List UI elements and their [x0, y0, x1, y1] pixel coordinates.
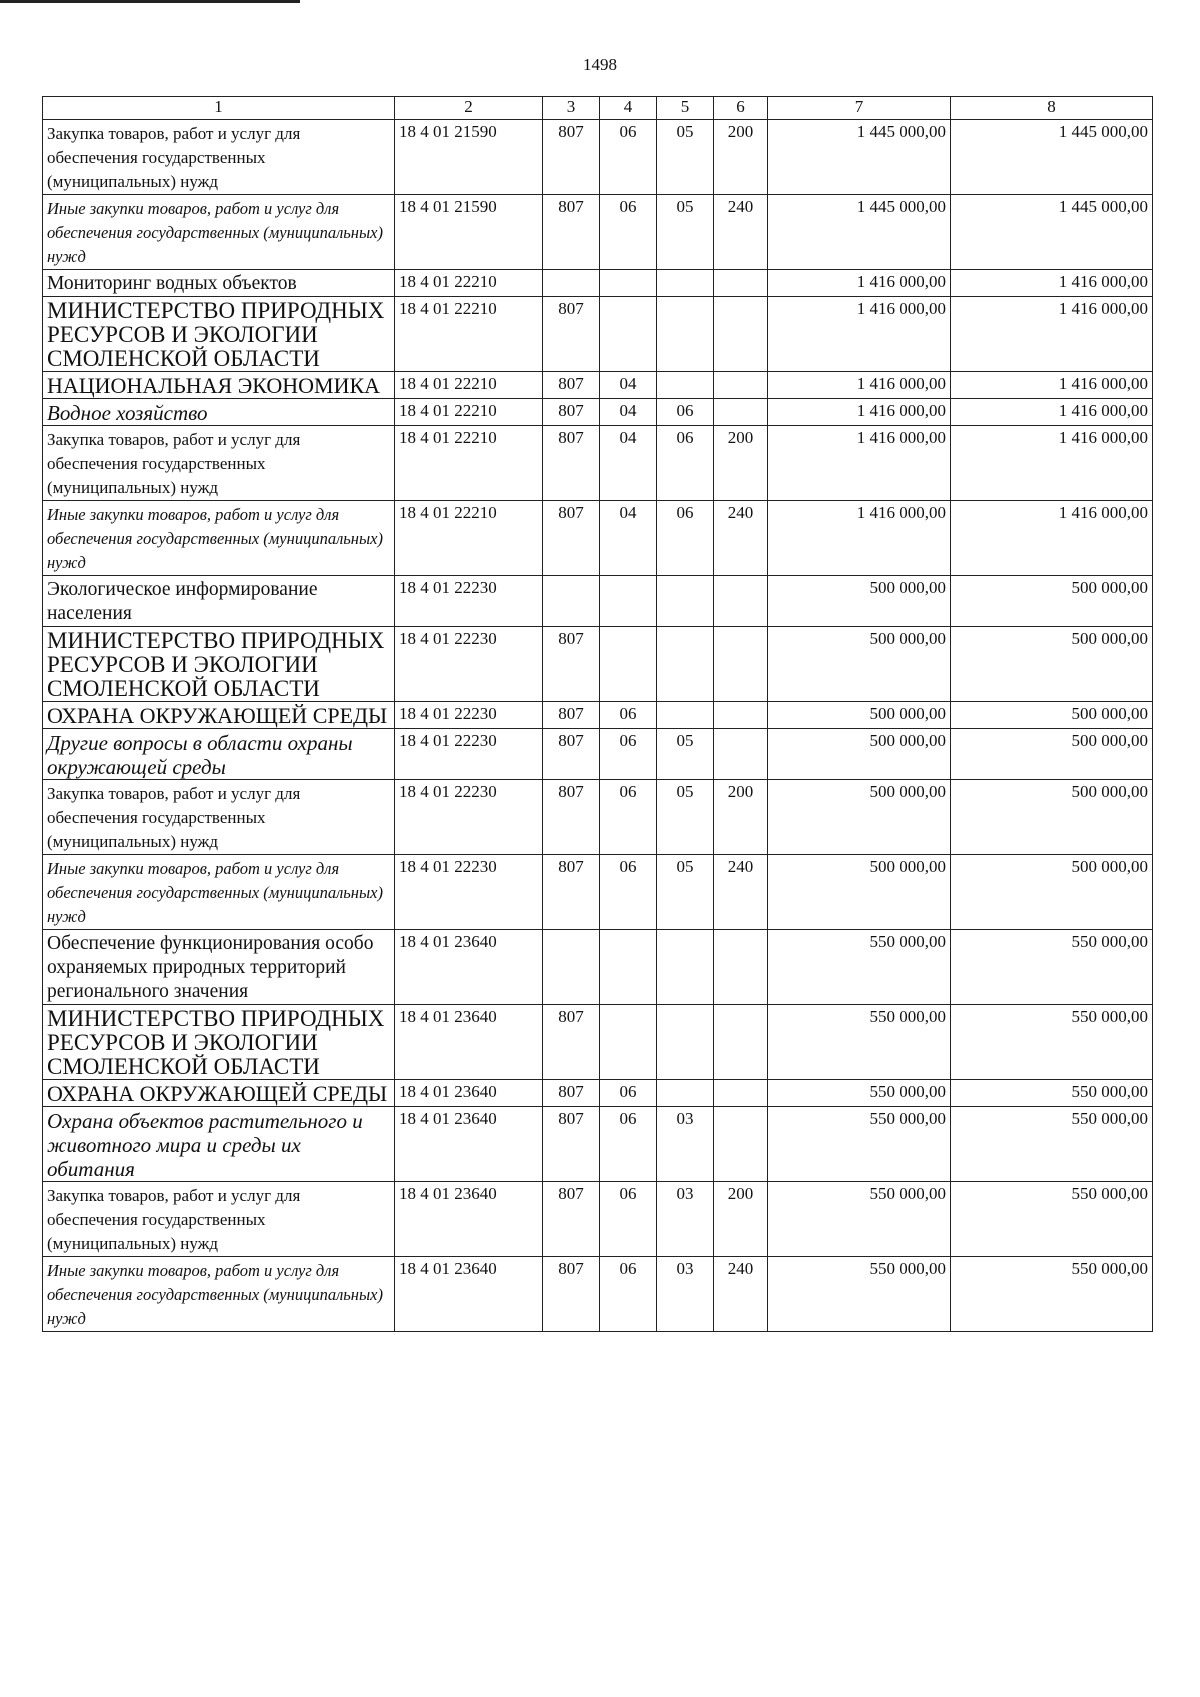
subsection-code	[657, 297, 714, 372]
target-article-code: 18 4 01 22230	[395, 780, 543, 855]
expense-type-code	[714, 399, 768, 426]
amount-col8: 500 000,00	[951, 780, 1153, 855]
row-name: Охрана объектов растительного и животного мира и среды их обитания	[43, 1107, 395, 1182]
table-row	[43, 702, 1153, 729]
amount-col8: 550 000,00	[951, 930, 1153, 1005]
expense-type-code	[714, 372, 768, 399]
section-code: 06	[600, 1257, 657, 1332]
expense-type-code	[714, 1080, 768, 1107]
amount-col7: 500 000,00	[768, 855, 951, 930]
section-code: 06	[600, 1080, 657, 1107]
section-code	[600, 627, 657, 702]
col-header: 8	[951, 97, 1153, 120]
expense-type-code: 200	[714, 426, 768, 501]
amount-col7: 1 416 000,00	[768, 270, 951, 297]
page-number: 1498	[583, 55, 617, 74]
department-code: 807	[543, 729, 600, 780]
row-name: МИНИСТЕРСТВО ПРИРОДНЫХ РЕСУРСОВ И ЭКОЛОГИИ СМОЛЕНСКОЙ ОБЛАСТИ	[43, 627, 395, 702]
table-row	[43, 576, 1153, 627]
target-article-code: 18 4 01 23640	[395, 1080, 543, 1107]
table-row	[43, 1182, 1153, 1257]
target-article-code: 18 4 01 22210	[395, 426, 543, 501]
table-row	[43, 780, 1153, 855]
table-row	[43, 855, 1153, 930]
subsection-code: 03	[657, 1257, 714, 1332]
table-row	[43, 195, 1153, 270]
expense-type-code: 240	[714, 501, 768, 576]
section-code: 06	[600, 702, 657, 729]
amount-col7: 500 000,00	[768, 729, 951, 780]
amount-col7: 1 416 000,00	[768, 372, 951, 399]
amount-col8: 550 000,00	[951, 1107, 1153, 1182]
department-code: 807	[543, 627, 600, 702]
row-name: Иные закупки товаров, работ и услуг для обеспечения государственных (муниципальных) нужд	[43, 501, 395, 576]
amount-col8: 550 000,00	[951, 1005, 1153, 1080]
col-header: 1	[43, 97, 395, 120]
col-header: 5	[657, 97, 714, 120]
amount-col7: 500 000,00	[768, 702, 951, 729]
target-article-code: 18 4 01 22230	[395, 855, 543, 930]
subsection-code: 06	[657, 501, 714, 576]
amount-col8: 1 416 000,00	[951, 297, 1153, 372]
budget-table	[42, 96, 1153, 1332]
amount-col7: 550 000,00	[768, 1005, 951, 1080]
target-article-code: 18 4 01 22210	[395, 372, 543, 399]
table-row	[43, 120, 1153, 195]
amount-col7: 550 000,00	[768, 1080, 951, 1107]
subsection-code: 05	[657, 780, 714, 855]
expense-type-code	[714, 930, 768, 1005]
expense-type-code	[714, 297, 768, 372]
target-article-code: 18 4 01 21590	[395, 195, 543, 270]
section-code: 06	[600, 195, 657, 270]
amount-col7: 550 000,00	[768, 1107, 951, 1182]
expense-type-code: 240	[714, 855, 768, 930]
section-code: 04	[600, 426, 657, 501]
section-code: 06	[600, 780, 657, 855]
subsection-code: 03	[657, 1107, 714, 1182]
section-code: 06	[600, 729, 657, 780]
amount-col8: 500 000,00	[951, 729, 1153, 780]
table-row	[43, 297, 1153, 372]
target-article-code: 18 4 01 23640	[395, 1005, 543, 1080]
department-code: 807	[543, 1182, 600, 1257]
section-code: 06	[600, 120, 657, 195]
target-article-code: 18 4 01 22230	[395, 702, 543, 729]
expense-type-code	[714, 270, 768, 297]
amount-col8: 1 416 000,00	[951, 372, 1153, 399]
table-row	[43, 1080, 1153, 1107]
row-name: Закупка товаров, работ и услуг для обеспечения государственных (муниципальных) нужд	[43, 1182, 395, 1257]
department-code	[543, 930, 600, 1005]
amount-col7: 1 416 000,00	[768, 501, 951, 576]
target-article-code: 18 4 01 21590	[395, 120, 543, 195]
amount-col8: 1 445 000,00	[951, 120, 1153, 195]
amount-col7: 550 000,00	[768, 930, 951, 1005]
department-code: 807	[543, 426, 600, 501]
expense-type-code	[714, 1107, 768, 1182]
row-name: Закупка товаров, работ и услуг для обеспечения государственных (муниципальных) нужд	[43, 780, 395, 855]
subsection-code	[657, 576, 714, 627]
table-row	[43, 372, 1153, 399]
section-code: 06	[600, 855, 657, 930]
section-code: 04	[600, 372, 657, 399]
col-header: 3	[543, 97, 600, 120]
row-name: Экологическое информирование населения	[43, 576, 395, 627]
section-code	[600, 297, 657, 372]
section-code	[600, 576, 657, 627]
subsection-code	[657, 702, 714, 729]
target-article-code: 18 4 01 22230	[395, 576, 543, 627]
table-row	[43, 501, 1153, 576]
subsection-code	[657, 1005, 714, 1080]
subsection-code	[657, 627, 714, 702]
table-row	[43, 426, 1153, 501]
target-article-code: 18 4 01 22230	[395, 627, 543, 702]
section-code	[600, 930, 657, 1005]
department-code: 807	[543, 702, 600, 729]
expense-type-code: 200	[714, 1182, 768, 1257]
expense-type-code: 200	[714, 780, 768, 855]
expense-type-code	[714, 627, 768, 702]
row-name: Закупка товаров, работ и услуг для обеспечения государственных (муниципальных) нужд	[43, 426, 395, 501]
amount-col8: 1 416 000,00	[951, 426, 1153, 501]
department-code: 807	[543, 780, 600, 855]
subsection-code: 05	[657, 195, 714, 270]
subsection-code: 05	[657, 729, 714, 780]
amount-col8: 550 000,00	[951, 1257, 1153, 1332]
amount-col8: 1 416 000,00	[951, 270, 1153, 297]
amount-col7: 1 445 000,00	[768, 120, 951, 195]
target-article-code: 18 4 01 22230	[395, 729, 543, 780]
amount-col7: 1 445 000,00	[768, 195, 951, 270]
department-code: 807	[543, 855, 600, 930]
section-code: 04	[600, 399, 657, 426]
amount-col7: 1 416 000,00	[768, 426, 951, 501]
section-code	[600, 270, 657, 297]
amount-col8: 500 000,00	[951, 702, 1153, 729]
department-code	[543, 576, 600, 627]
department-code: 807	[543, 372, 600, 399]
amount-col7: 1 416 000,00	[768, 399, 951, 426]
amount-col8: 500 000,00	[951, 627, 1153, 702]
row-name: Иные закупки товаров, работ и услуг для обеспечения государственных (муниципальных) нужд	[43, 855, 395, 930]
expense-type-code	[714, 702, 768, 729]
section-code: 06	[600, 1107, 657, 1182]
row-name: Иные закупки товаров, работ и услуг для обеспечения государственных (муниципальных) нужд	[43, 195, 395, 270]
target-article-code: 18 4 01 23640	[395, 1182, 543, 1257]
amount-col8: 550 000,00	[951, 1080, 1153, 1107]
subsection-code	[657, 1080, 714, 1107]
table-row	[43, 627, 1153, 702]
row-name: Иные закупки товаров, работ и услуг для обеспечения государственных (муниципальных) нужд	[43, 1257, 395, 1332]
department-code: 807	[543, 1257, 600, 1332]
subsection-code: 05	[657, 855, 714, 930]
department-code	[543, 270, 600, 297]
expense-type-code	[714, 1005, 768, 1080]
row-name: МИНИСТЕРСТВО ПРИРОДНЫХ РЕСУРСОВ И ЭКОЛОГИИ СМОЛЕНСКОЙ ОБЛАСТИ	[43, 1005, 395, 1080]
department-code: 807	[543, 399, 600, 426]
amount-col8: 1 416 000,00	[951, 399, 1153, 426]
amount-col7: 500 000,00	[768, 576, 951, 627]
col-header: 7	[768, 97, 951, 120]
department-code: 807	[543, 297, 600, 372]
subsection-code	[657, 930, 714, 1005]
table-row	[43, 270, 1153, 297]
row-name: Обеспечение функционирования особо охраняемых природных территорий регионального значения	[43, 930, 395, 1005]
amount-col7: 1 416 000,00	[768, 297, 951, 372]
subsection-code: 06	[657, 426, 714, 501]
amount-col8: 1 445 000,00	[951, 195, 1153, 270]
subsection-code: 05	[657, 120, 714, 195]
expense-type-code: 240	[714, 195, 768, 270]
section-code: 06	[600, 1182, 657, 1257]
amount-col8: 500 000,00	[951, 576, 1153, 627]
subsection-code	[657, 372, 714, 399]
expense-type-code: 200	[714, 120, 768, 195]
expense-type-code	[714, 576, 768, 627]
row-name: ОХРАНА ОКРУЖАЮЩЕЙ СРЕДЫ	[43, 1080, 395, 1107]
row-name: Водное хозяйство	[43, 399, 395, 426]
amount-col7: 500 000,00	[768, 627, 951, 702]
expense-type-code	[714, 729, 768, 780]
amount-col8: 500 000,00	[951, 855, 1153, 930]
table-row	[43, 1107, 1153, 1182]
col-header: 6	[714, 97, 768, 120]
table-row	[43, 1005, 1153, 1080]
target-article-code: 18 4 01 22210	[395, 270, 543, 297]
table-row	[43, 1257, 1153, 1332]
amount-col7: 500 000,00	[768, 780, 951, 855]
top-rule	[0, 0, 300, 3]
col-header: 2	[395, 97, 543, 120]
department-code: 807	[543, 195, 600, 270]
amount-col7: 550 000,00	[768, 1182, 951, 1257]
amount-col8: 550 000,00	[951, 1182, 1153, 1257]
amount-col7: 550 000,00	[768, 1257, 951, 1332]
row-name: НАЦИОНАЛЬНАЯ ЭКОНОМИКА	[43, 372, 395, 399]
section-code: 04	[600, 501, 657, 576]
target-article-code: 18 4 01 23640	[395, 930, 543, 1005]
subsection-code: 03	[657, 1182, 714, 1257]
target-article-code: 18 4 01 23640	[395, 1107, 543, 1182]
subsection-code	[657, 270, 714, 297]
row-name: Другие вопросы в области охраны окружающей среды	[43, 729, 395, 780]
amount-col8: 1 416 000,00	[951, 501, 1153, 576]
header-row	[43, 97, 1153, 120]
department-code: 807	[543, 1107, 600, 1182]
col-header: 4	[600, 97, 657, 120]
department-code: 807	[543, 120, 600, 195]
row-name: ОХРАНА ОКРУЖАЮЩЕЙ СРЕДЫ	[43, 702, 395, 729]
section-code	[600, 1005, 657, 1080]
table-body	[43, 120, 1153, 1332]
target-article-code: 18 4 01 22210	[395, 399, 543, 426]
table-row	[43, 399, 1153, 426]
department-code: 807	[543, 1080, 600, 1107]
department-code: 807	[543, 1005, 600, 1080]
subsection-code: 06	[657, 399, 714, 426]
table-row	[43, 729, 1153, 780]
row-name: Мониторинг водных объектов	[43, 270, 395, 297]
target-article-code: 18 4 01 22210	[395, 297, 543, 372]
department-code: 807	[543, 501, 600, 576]
row-name: МИНИСТЕРСТВО ПРИРОДНЫХ РЕСУРСОВ И ЭКОЛОГИИ СМОЛЕНСКОЙ ОБЛАСТИ	[43, 297, 395, 372]
target-article-code: 18 4 01 22210	[395, 501, 543, 576]
target-article-code: 18 4 01 23640	[395, 1257, 543, 1332]
table-row	[43, 930, 1153, 1005]
expense-type-code: 240	[714, 1257, 768, 1332]
row-name: Закупка товаров, работ и услуг для обеспечения государственных (муниципальных) нужд	[43, 120, 395, 195]
